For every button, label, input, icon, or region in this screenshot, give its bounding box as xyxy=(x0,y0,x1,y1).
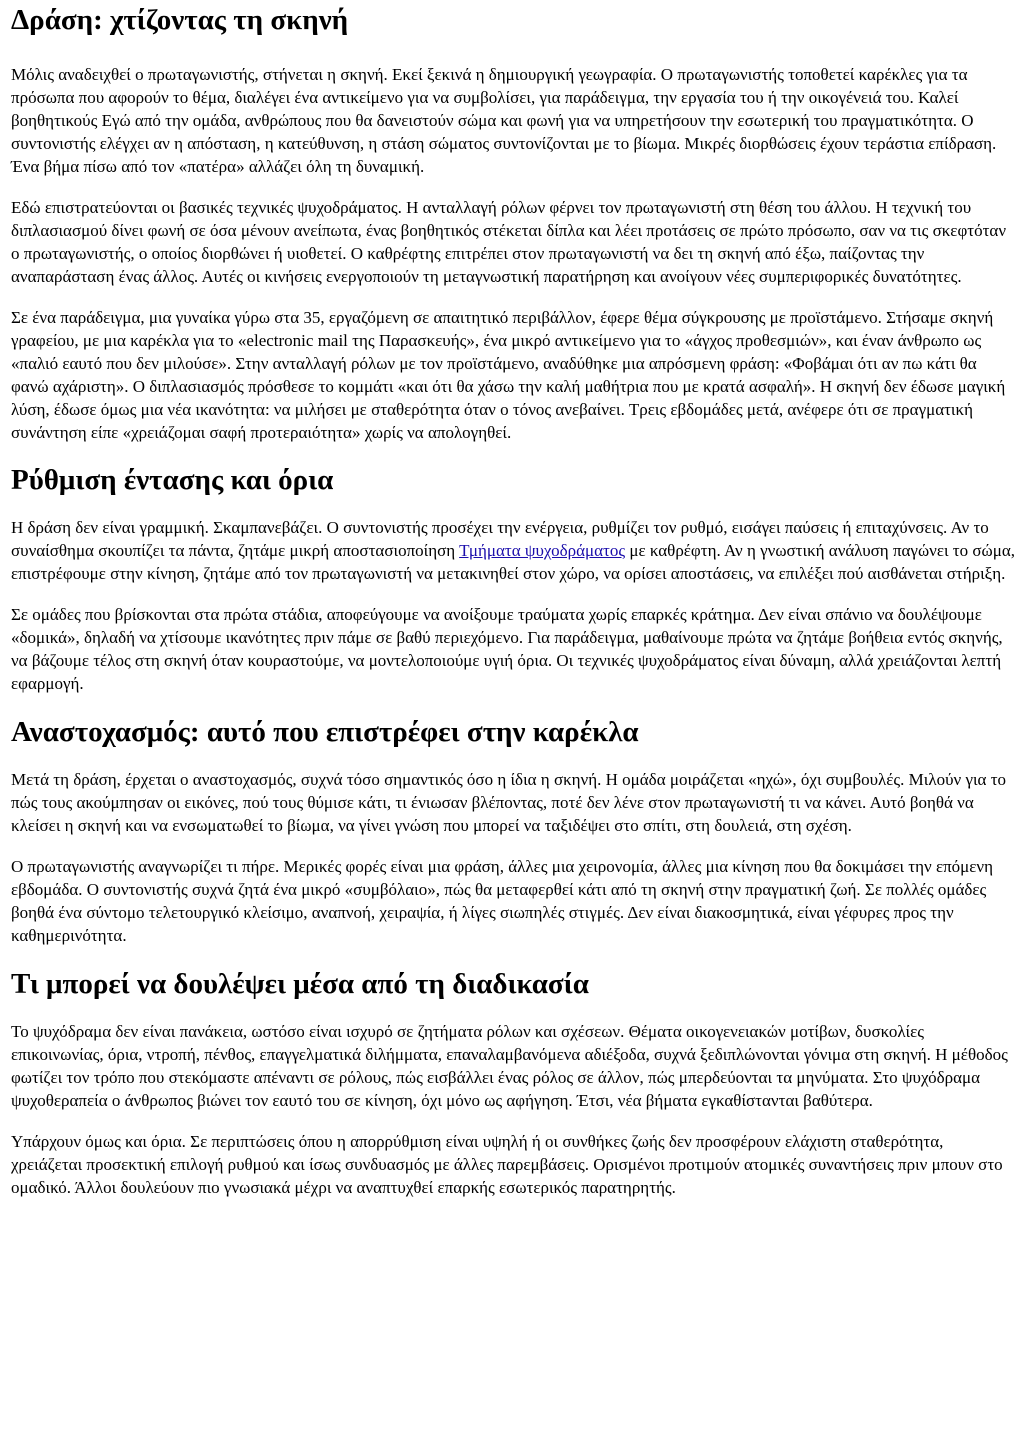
paragraph: Σε ομάδες που βρίσκονται στα πρώτα στάδια, αποφεύγουμε να ανοίξουμε τραύματα χωρίς επαρκές κράτημα. Δεν είναι σπάνιο να δουλέψουμε «δομικά», δηλαδή να χτίσουμε ικανότητες πριν πάμε σε βαθύ περιεχόμενο. Για παράδειγμα, μαθαίνουμε πρώτα να ζητάμε βοήθεια εντός σκηνής, να βάζουμε τέλος στη σκηνή όταν κουραστούμε, να μοντελοποιούμε υγιή όρια. Οι τεχνικές ψυχοδράματος είναι δύναμη, αλλά χρειάζονται λεπτή εφαρμογή. xyxy=(11,605,1003,693)
section-heading-reflection: Αναστοχασμός: αυτό που επιστρέφει στην καρέκλα xyxy=(11,716,639,748)
paragraph-with-link xyxy=(11,516,1016,585)
paragraph-text: Η δράση δεν είναι γραμμική. Σκαμπανεβάζει. Ο συντονιστής προσέχει την ενέργεια, ρυθμίζει τον ρυθμό, εισάγει παύσεις ή επιταχύνσεις. Αν το συναίσθημα σκουπίζει τα πάντα, ζητάμε μικρή αποστασιοποίηση xyxy=(11,518,989,560)
section-heading-action: Δράση: χτίζοντας τη σκηνή xyxy=(11,4,349,36)
article xyxy=(0,3,1024,1199)
paragraph-text: με καθρέφτη. Αν η γνωστική ανάλυση παγώνει το σώμα, επιστρέφουμε στην κίνηση, ζητάμε από τον πρωταγωνιστή να μετακινηθεί στον χώρο, να ορίσει αποστάσεις, να επιλέξει πού αισθάνεται στήριξη. xyxy=(11,541,1015,583)
paragraph: Το ψυχόδραμα δεν είναι πανάκεια, ωστόσο είναι ισχυρό σε ζητήματα ρόλων και σχέσεων. Θέματα οικογενειακών μοτίβων, δυσκολίες επικοινωνίας, όρια, ντροπή, πένθος, επαγγελματικά διλήμματα, επαναλαμβανόμενα αδιέξοδα, συχνά ξεδιπλώνονται γόνιμα στη σκηνή. Η μέθοδος φωτίζει τον τρόπο που στεκόμαστε απέναντι σε ρόλους, πώς εισβάλλει ένας ρόλος σε άλλον, πώς μπερδεύονται τα μηνύματα. Στο ψυχόδραμα ψυχοθεραπεία ο άνθρωπος βιώνει τον εαυτό του σε κίνηση, όχι μόνο ως αφήγηση. Έτσι, νέα βήματα εγκαθίστανται βαθύτερα. xyxy=(11,1022,1008,1110)
paragraph: Υπάρχουν όμως και όρια. Σε περιπτώσεις όπου η απορρύθμιση είναι υψηλή ή οι συνθήκες ζωής δεν προσφέρουν ελάχιστη σταθερότητα, χρειάζεται προσεκτική επιλογή ρυθμού και ίσως συνδυασμός με άλλες παρεμβάσεις. Ορισμένοι προτιμούν ατομικές συναντήσεις πριν μπουν στο ομαδικό. Άλλοι δουλεύουν πιο γνωσιακά μέχρι να αναπτυχθεί επαρκής εσωτερικός παρατηρητής. xyxy=(11,1132,1003,1197)
psychodrama-groups-link[interactable]: Τμήματα ψυχοδράματος xyxy=(459,541,626,560)
paragraph: Ο πρωταγωνιστής αναγνωρίζει τι πήρε. Μερικές φορές είναι μια φράση, άλλες μια χειρονομία, άλλες μια κίνηση που θα δοκιμάσει την επόμενη εβδομάδα. Ο συντονιστής συχνά ζητά ένα μικρό «συμβόλαιο», πώς θα μεταφερθεί κάτι από τη σκηνή στην πραγματική ζωή. Σε πολλές ομάδες βοηθά ένα σύντομο τελετουργικό κλείσιμο, αναπνοή, χειραψία, ή λίγες σιωπηλές στιγμές. Δεν είναι διακοσμητικά, είναι γέφυρες προς την καθημερινότητα. xyxy=(11,857,994,945)
section-heading-intensity: Ρύθμιση έντασης και όρια xyxy=(11,464,334,496)
section-heading-process: Τι μπορεί να δουλέψει μέσα από τη διαδικασία xyxy=(11,968,589,1000)
paragraph: Μετά τη δράση, έρχεται ο αναστοχασμός, συχνά τόσο σημαντικός όσο η ίδια η σκηνή. Η ομάδα μοιράζεται «ηχώ», όχι συμβουλές. Μιλούν για το πώς τους ακούμπησαν οι εικόνες, πού τους θύμισε κάτι, τι ένιωσαν βλέποντας, ποτέ δεν λένε στον πρωταγωνιστή τι να κάνει. Αυτό βοηθά να κλείσει η σκηνή και να ενσωματωθεί το βίωμα, να γίνει γνώση που μπορεί να ταξιδέψει στο σπίτι, στη δουλειά, στη σχέση. xyxy=(11,770,1007,835)
paragraph: Σε ένα παράδειγμα, μια γυναίκα γύρω στα 35, εργαζόμενη σε απαιτητικό περιβάλλον, έφερε θέμα σύγκρουσης με προϊστάμενο. Στήσαμε σκηνή γραφείου, με μια καρέκλα για το «electronic mail της Παρασκευής», ένα μικρό αντικείμενο για το «άγχος προθεσμιών», και έναν άνθρωπο ως «παλιό εαυτό που δεν μιλούσε». Στην ανταλλαγή ρόλων με τον προϊστάμενο, αναδύθηκε μια απρόσμενη φράση: «Φοβάμαι ότι αν πω κάτι θα φανώ αχάριστη». Ο διπλασιασμός πρόσθεσε το κομμάτι «και ότι θα χάσω την καλή μαθήτρια που με κρατά ασφαλή». Η σκηνή δεν έδωσε μαγική λύση, έδωσε όμως μια νέα ικανότητα: να μιλήσει με σταθερότητα όταν ο τόνος ανεβαίνει. Τρεις εβδομάδες μετά, ανέφερε ότι σε πραγματική συνάντηση είπε «χρειάζομαι σαφή προτεραιότητα» χωρίς να απολογηθεί. xyxy=(11,308,1006,442)
paragraph: Εδώ επιστρατεύονται οι βασικές τεχνικές ψυχοδράματος. Η ανταλλαγή ρόλων φέρνει τον πρωταγωνιστή στη θέση του άλλου. Η τεχνική του διπλασιασμού δίνει φωνή σε όσα μένουν ανείπωτα, ένας βοηθητικός στέκεται δίπλα και λέει προτάσεις σε πρώτο πρόσωπο, σαν να τις σκεφτόταν ο πρωταγωνιστής, ο οποίος διορθώνει ή υιοθετεί. Ο καθρέφτης επιτρέπει στον πρωταγωνιστή να δει τη σκηνή από έξω, παίζοντας την αναπαράσταση ένας άλλος. Αυτές οι κινήσεις ενεργοποιούν τη μεταγνωστική παρατήρηση και ανοίγουν νέες συμπεριφορικές δυνατότητες. xyxy=(11,198,1007,286)
paragraph: Μόλις αναδειχθεί ο πρωταγωνιστής, στήνεται η σκηνή. Εκεί ξεκινά η δημιουργική γεωγραφία. Ο πρωταγωνιστής τοποθετεί καρέκλες για τα πρόσωπα που αφορούν το θέμα, διαλέγει ένα αντικείμενο για να συμβολίσει, για παράδειγμα, την εργασία του ή την οικογένειά του. Καλεί βοηθητικούς Εγώ από την ομάδα, ανθρώπους που θα δανειστούν σώμα και φωνή για να υπηρετήσουν την εσωτερική του πραγματικότητα. Ο συντονιστής ελέγχει αν η απόσταση, η κατεύθυνση, η στάση σώματος συντονίζονται με το βίωμα. Μικρές διορθώσεις έχουν τεράστια επίδραση. Ένα βήμα πίσω από τον «πατέρα» αλλάζει όλη τη δυναμική. xyxy=(11,65,997,176)
